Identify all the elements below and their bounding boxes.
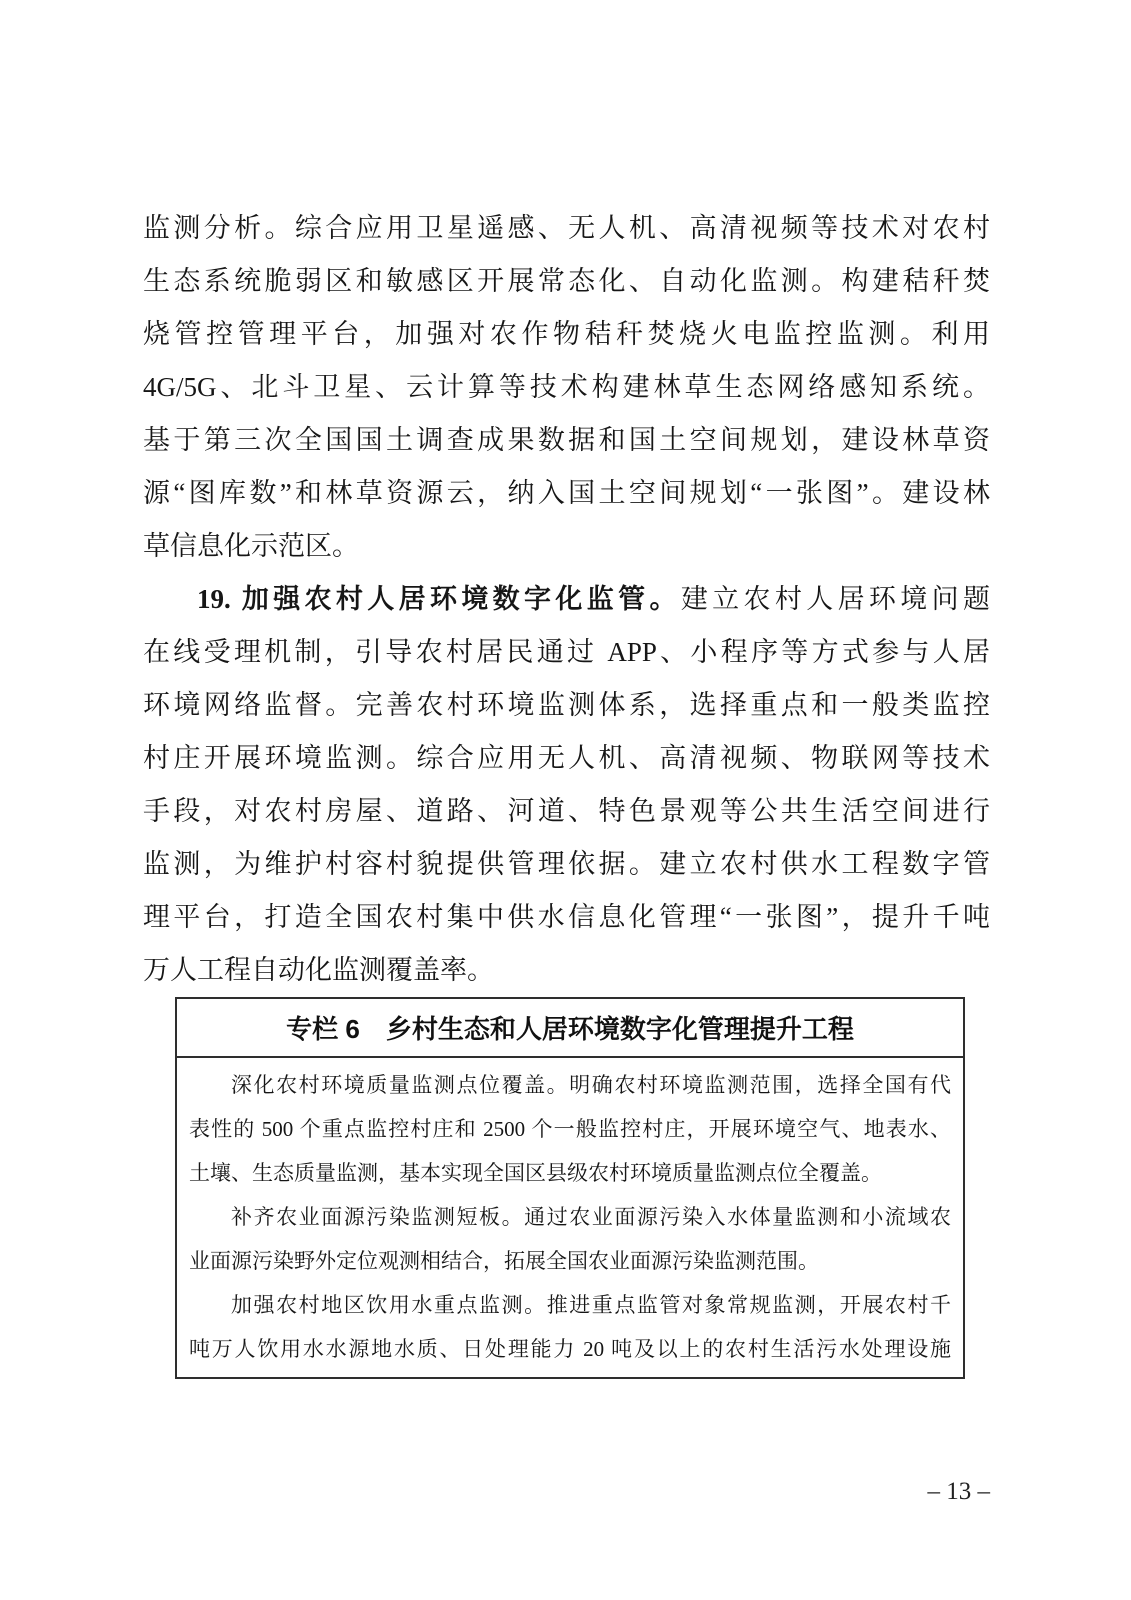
text-line bbox=[189, 1107, 951, 1151]
text-segment: 手段，对农村房屋、道路、河道、特色景观等公共生活空间进行 bbox=[143, 796, 990, 826]
text-line bbox=[143, 308, 990, 361]
text-segment: 监测分析。综合应用卫星遥感、无人机、高清视频等技术对农村 bbox=[143, 213, 990, 243]
panel-column6 bbox=[175, 997, 965, 1379]
text-line bbox=[189, 1151, 951, 1195]
text-line bbox=[143, 202, 990, 255]
text-segment: 基于第三次全国国土调查成果数据和国土空间规划，建设林草资 bbox=[143, 425, 990, 455]
text-segment: 在线受理机制，引导农村居民通过 APP、小程序等方式参与人居 bbox=[143, 637, 990, 667]
main-text bbox=[143, 202, 990, 997]
text-line bbox=[143, 838, 990, 891]
text-segment: 监测，为维护村容村貌提供管理依据。建立农村供水工程数字管 bbox=[143, 849, 990, 879]
text-segment: 通过农业面源污染入水体量监测和小流域农 bbox=[524, 1205, 952, 1229]
text-line bbox=[143, 944, 990, 997]
bold-lead-text: 19. 加强农村人居环境数字化监管。 bbox=[197, 584, 681, 614]
text-segment: 补齐农业面源污染监测短板。 bbox=[231, 1205, 525, 1229]
text-segment: 生态系统脆弱区和敏感区开展常态化、自动化监测。构建秸秆焚 bbox=[143, 266, 990, 296]
text-line bbox=[143, 891, 990, 944]
text-line bbox=[143, 467, 990, 520]
text-line bbox=[143, 732, 990, 785]
text-segment: 万人工程自动化监测覆盖率。 bbox=[143, 955, 494, 985]
text-line bbox=[189, 1195, 951, 1239]
text-line bbox=[189, 1283, 951, 1327]
text-segment: 业面源污染野外定位观测相结合，拓展全国农业面源污染监测范围。 bbox=[189, 1249, 819, 1273]
text-line bbox=[143, 520, 990, 573]
text-segment: 建立农村人居环境问题 bbox=[680, 584, 990, 614]
text-line bbox=[143, 361, 990, 414]
text-segment: 土壤、生态质量监测，基本实现全国区县级农村环境质量监测点位全覆盖。 bbox=[189, 1161, 882, 1185]
page-number: – 13 – bbox=[927, 1478, 990, 1505]
text-line bbox=[189, 1239, 951, 1283]
text-segment: 4G/5G、北斗卫星、云计算等技术构建林草生态网络感知系统。 bbox=[143, 372, 990, 402]
text-line bbox=[189, 1327, 951, 1371]
panel-title: 专栏 6 乡村生态和人居环境数字化管理提升工程 bbox=[177, 999, 963, 1058]
text-segment: 推进重点监管对象常规监测，开展农村千 bbox=[546, 1293, 952, 1317]
text-segment: 源“图库数”和林草资源云，纳入国土空间规划“一张图”。建设林 bbox=[143, 478, 990, 508]
text-segment: 理平台，打造全国农村集中供水信息化管理“一张图”，提升千吨 bbox=[143, 902, 990, 932]
text-segment: 明确农村环境监测范围，选择全国有代 bbox=[569, 1073, 952, 1097]
text-segment: 吨万人饮用水水源地水质、日处理能力 20 吨及以上的农村生活污水处理设施 bbox=[189, 1337, 951, 1361]
text-segment: 表性的 500 个重点监控村庄和 2500 个一般监控村庄，开展环境空气、地表水、 bbox=[189, 1117, 951, 1141]
text-line bbox=[143, 414, 990, 467]
text-line bbox=[143, 626, 990, 679]
text-segment: 环境网络监督。完善农村环境监测体系，选择重点和一般类监控 bbox=[143, 690, 990, 720]
text-line bbox=[143, 255, 990, 308]
text-line bbox=[143, 679, 990, 732]
text-segment: 烧管控管理平台，加强对农作物秸秆焚烧火电监控监测。利用 bbox=[143, 319, 990, 349]
text-segment: 深化农村环境质量监测点位覆盖。 bbox=[231, 1073, 570, 1097]
text-segment: 加强农村地区饮用水重点监测。 bbox=[231, 1293, 547, 1317]
text-segment: 村庄开展环境监测。综合应用无人机、高清视频、物联网等技术 bbox=[143, 743, 990, 773]
text-line bbox=[189, 1063, 951, 1107]
text-line bbox=[143, 785, 990, 838]
text-line bbox=[143, 573, 990, 626]
text-segment: 草信息化示范区。 bbox=[143, 531, 359, 561]
panel-body bbox=[177, 1058, 963, 1377]
